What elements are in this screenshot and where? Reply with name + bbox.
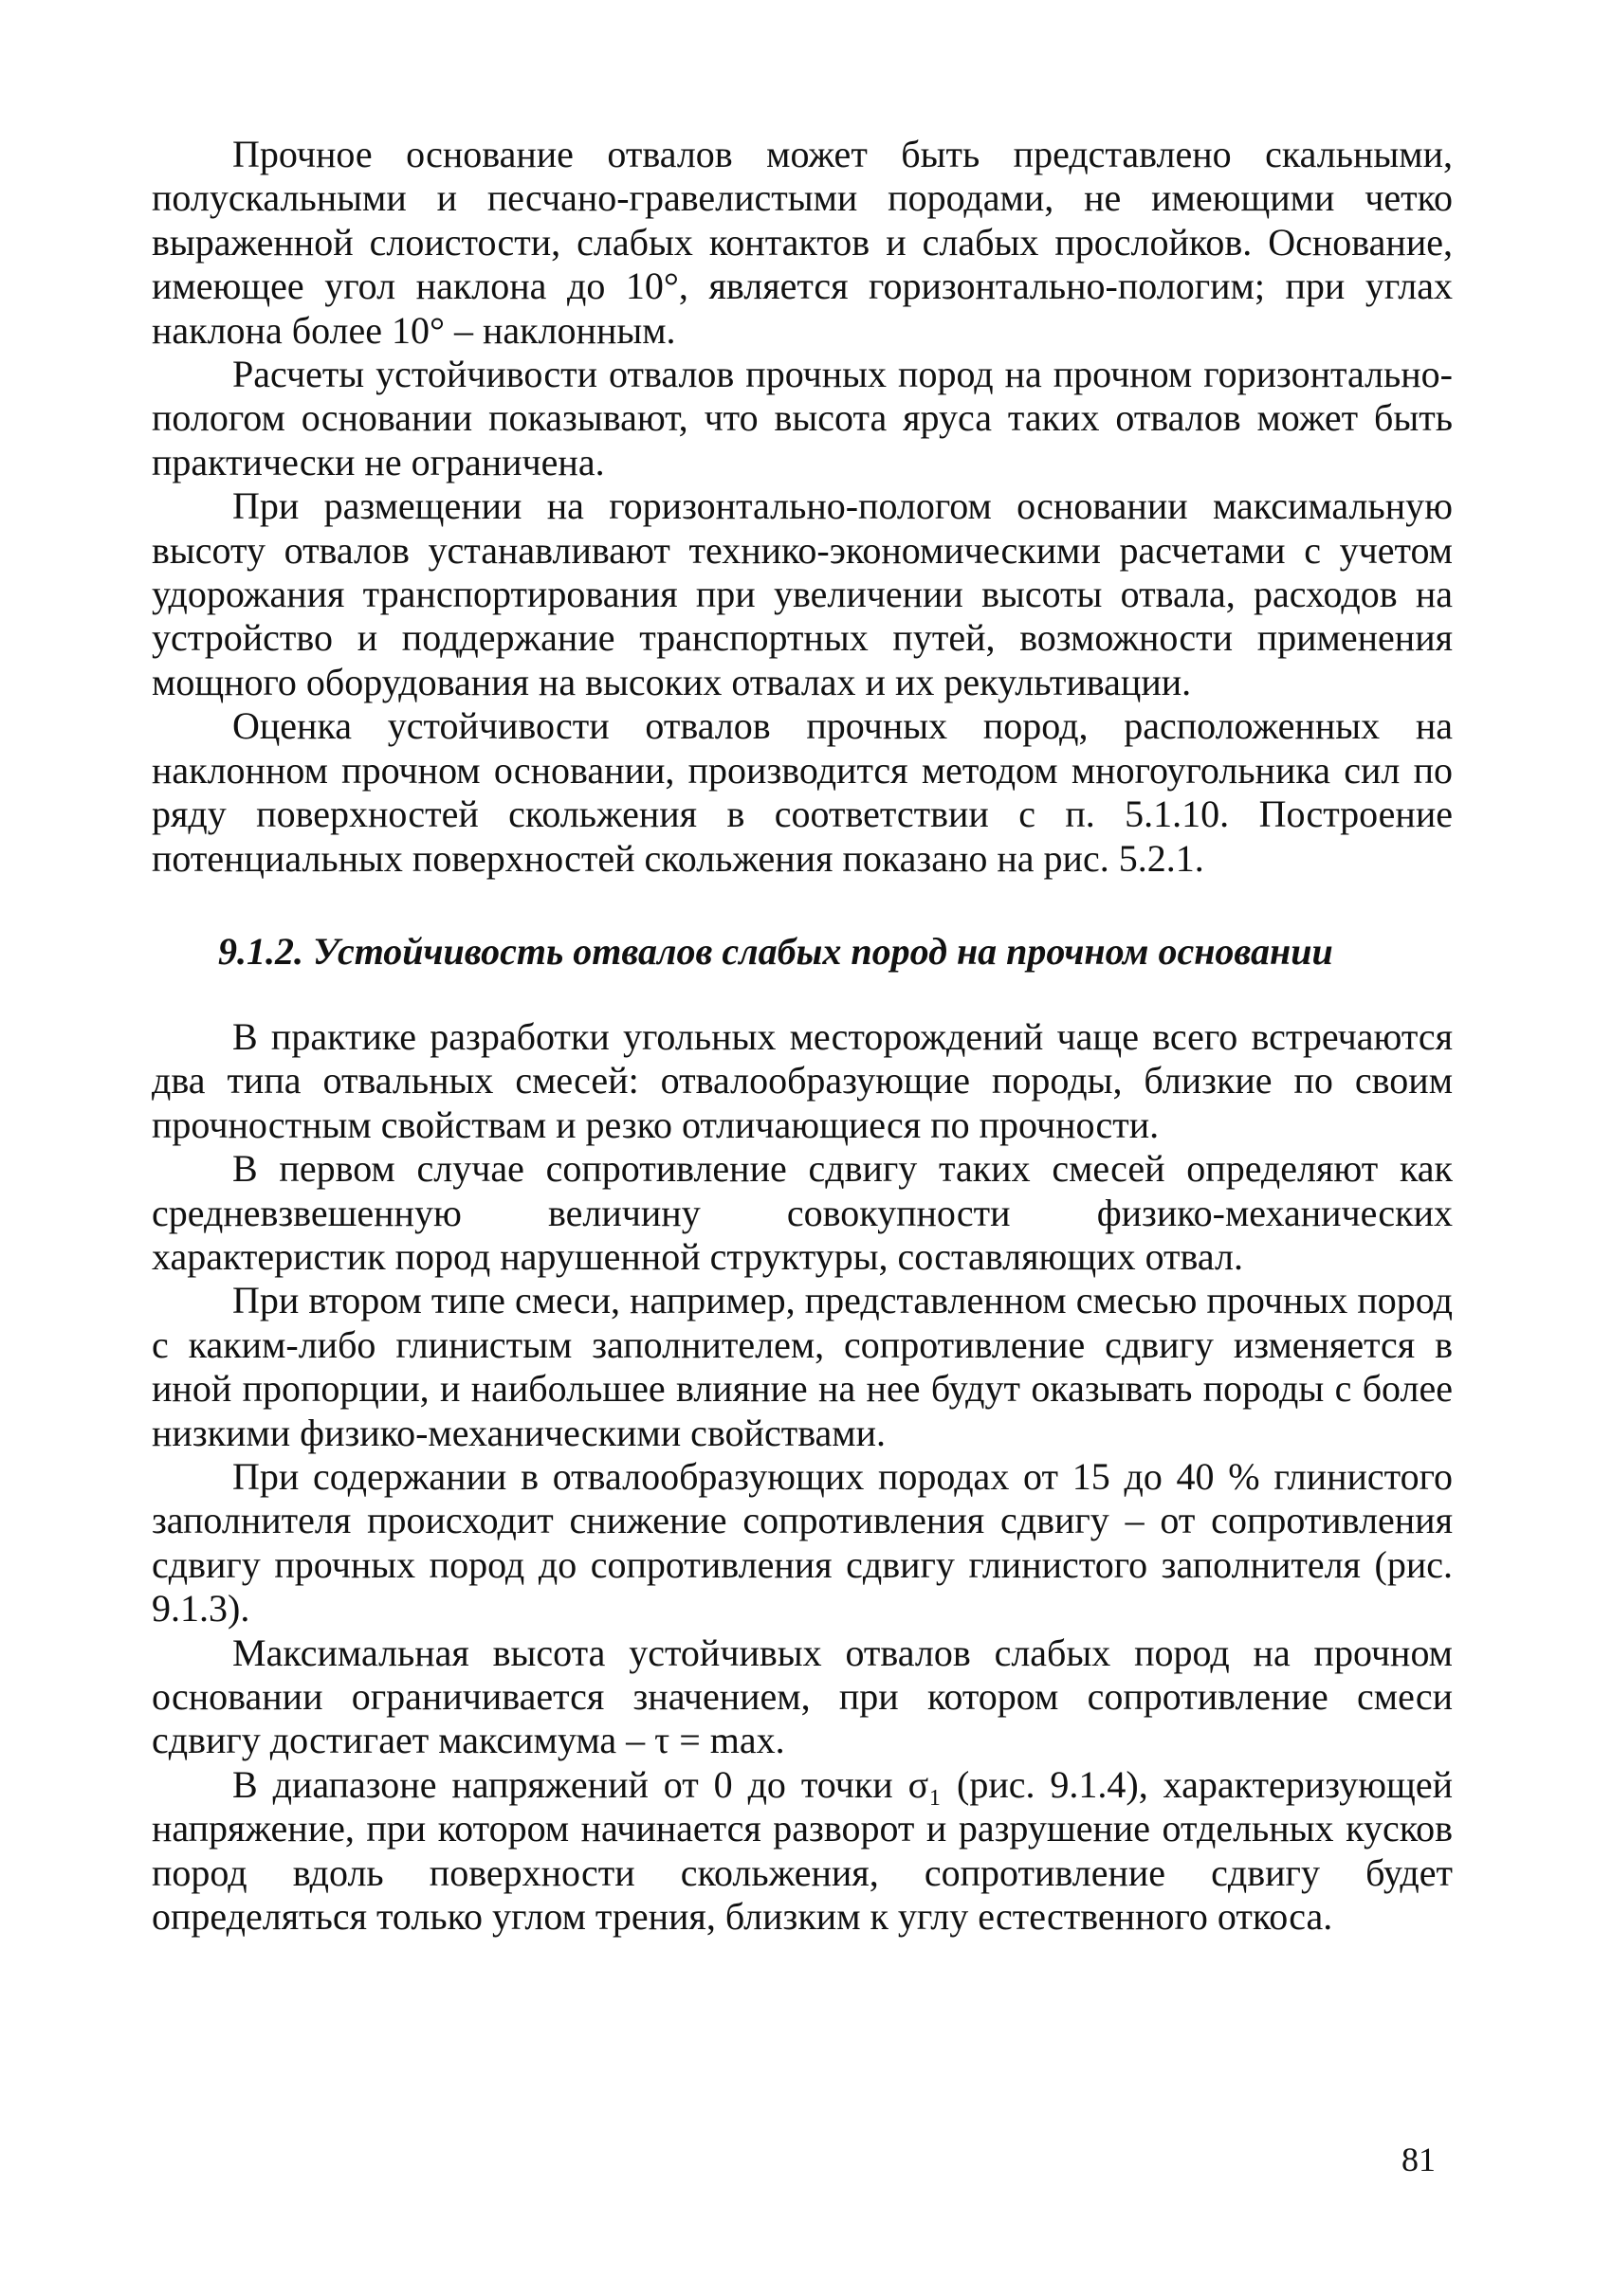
paragraph-max-height-weak: Максимальная высота устойчивых отвалов слабых пород на прочном основании ограничивается значением, при котором сопротивление смеси сдвигу достигает максимума – τ = max. (152, 1631, 1453, 1762)
paragraph-strong-base: Прочное основание отвалов может быть представлено скальными, полускальными и песчано-гравелистыми породами, не имеющими четко выраженной слоистости, слабых контактов и слабых прослойков. Основание, имеющее угол наклона до 10°, является горизонтально-пологим; при углах наклона более 10° – наклонным. (152, 133, 1453, 352)
paragraph-second-case: При втором типе смеси, например, представленном смесью прочных пород с каким-либо глинистым заполнителем, сопротивление сдвигу изменяется в иной пропорции, и наибольшее влияние на нее будут оказывать породы с более низкими физико-механическими свойствами. (152, 1279, 1453, 1454)
paragraph-clay-content: При содержании в отвалообразующих породах от 15 до 40 % глинистого заполнителя происходит снижение сопротивления сдвигу – от сопротивления сдвигу прочных пород до сопротивления сдвигу глинистого заполнителя (рис. 9.1.3). (152, 1454, 1453, 1631)
section-heading: 9.1.2. Устойчивость отвалов слабых пород на прочном основании (218, 929, 1333, 973)
page-body (152, 133, 1453, 1939)
paragraph-stability-calc: Расчеты устойчивости отвалов прочных пород на прочном горизонтально-пологом основании показывают, что высота яруса таких отвалов может быть практически не ограничена. (152, 353, 1453, 483)
paragraph-inclined-base: Оценка устойчивости отвалов прочных пород, расположенных на наклонном прочном основании, производится методом многоугольника сил по ряду поверхностей скольжения в соответствии с п. 5.1.10. Построение потенциальных поверхностей скольжения показано на рис. 5.2.1. (152, 704, 1453, 880)
page-number: 81 (1401, 2141, 1436, 2178)
paragraph-stress-range: В диапазоне напряжений от 0 до точки σ₁ (рис. 9.1.4), характеризующей напряжение, при котором начинается разворот и разрушение отдельных кусков пород вдоль поверхности скольжения, сопротивление сдвигу будет определяться только углом трения, близким к углу естественного откоса. (152, 1762, 1453, 1939)
paragraph-max-height: При размещении на горизонтально-пологом основании максимальную высоту отвалов устанавливают технико-экономическими расчетами с учетом удорожания транспортирования при увеличении высоты отвала, расходов на устройство и поддержание транспортных путей, возможности применения мощного оборудования на высоких отвалах и их рекультивации. (152, 484, 1453, 703)
paragraph-first-case: В первом случае сопротивление сдвигу таких смесей определяют как средневзвешенную величину совокупности физико-механических характеристик пород нарушенной структуры, составляющих отвал. (152, 1147, 1453, 1278)
paragraph-mixture-types: В практике разработки угольных месторождений чаще всего встречаются два типа отвальных смесей: отвалообразующие породы, близкие по своим прочностным свойствам и резко отличающиеся по прочности. (152, 1014, 1453, 1146)
